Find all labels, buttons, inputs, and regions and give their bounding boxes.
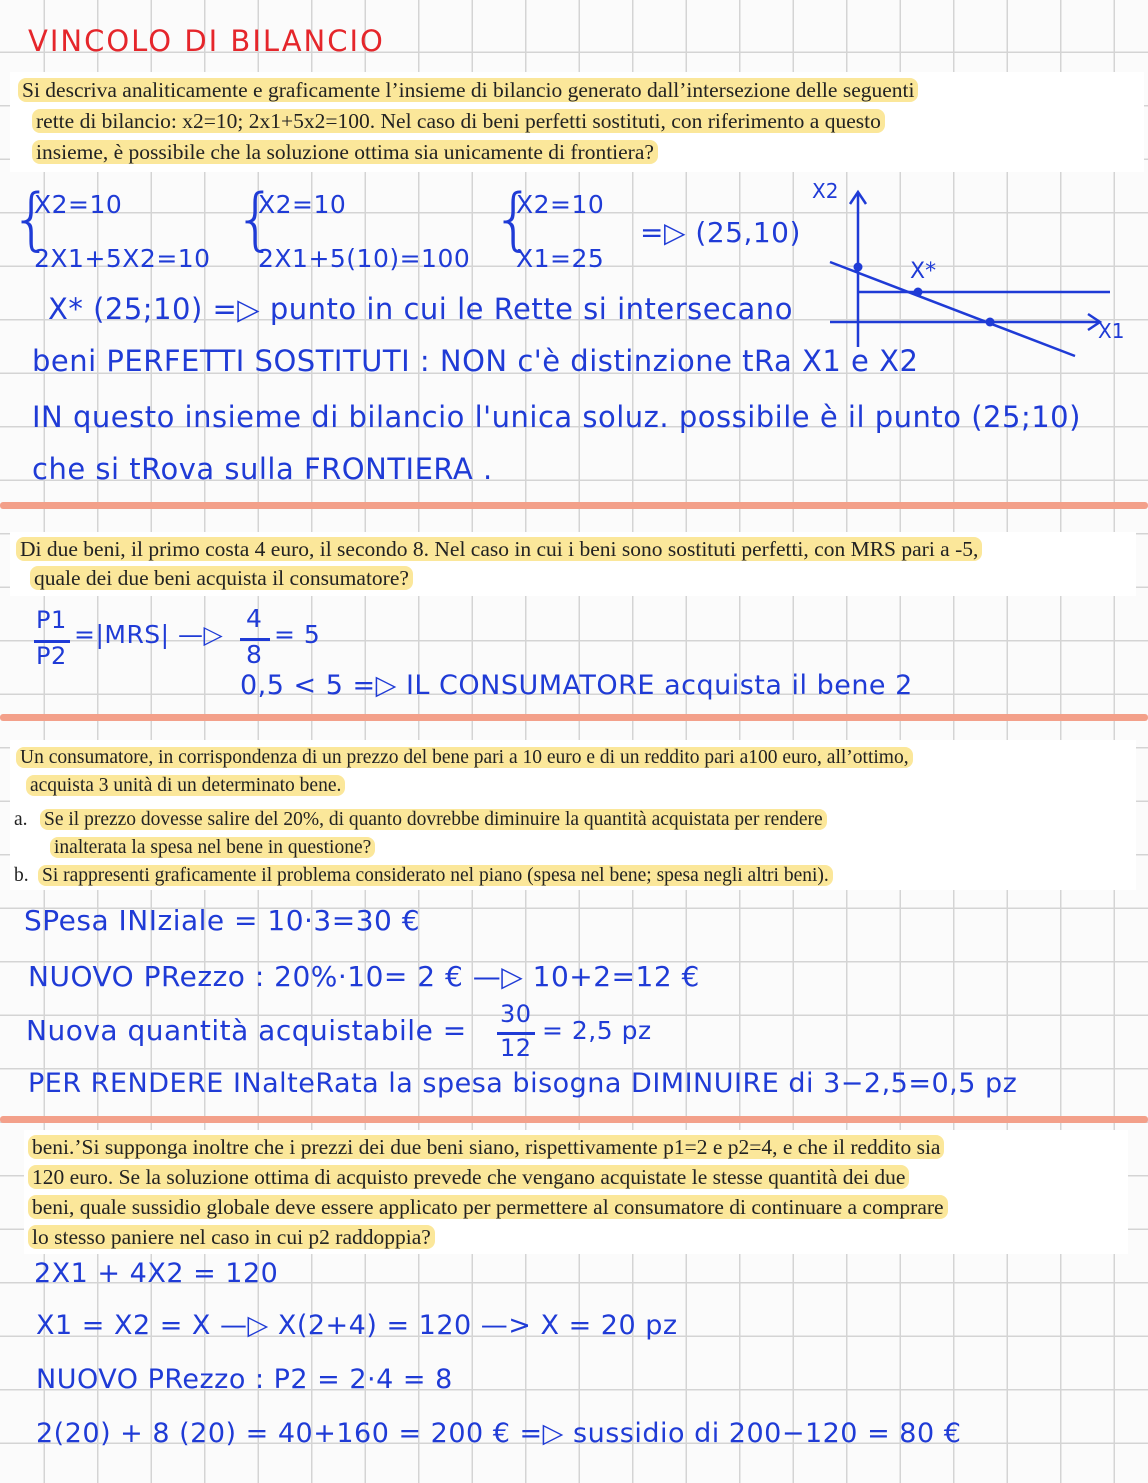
separator-2 [0,714,1148,721]
system-3-line-1: X2=10 [516,190,605,219]
unique-solution-line: IN questo insieme di bilancio l'unica soluz. possibile è il punto (25;10) [32,400,1081,434]
system-1-line-2: 2X1+5X2=10 [34,244,211,273]
system-brace-1: { [10,180,54,259]
y-intercept-point [854,263,863,272]
reduction-line: PER RENDERE INalteRata la spesa bisogna DIMINUIRE di 3−2,5=0,5 pz [28,1068,1018,1099]
mrs-equation: =|MRS| —▷ [74,620,224,649]
system-2-line-1: X2=10 [258,190,347,219]
question-3-line-2: acquista 3 unità di un determinato bene. [26,770,345,801]
question-4-line-4: lo stesso paniere nel caso in cui p2 raddoppia? [28,1222,435,1253]
question-3-a-label: a. [14,809,28,830]
budget-set-graph [812,172,1140,362]
budget-line-diagonal [830,262,1075,356]
fraction-p2: P2 [36,642,67,670]
question-2-line-1: Di due beni, il primo costa 4 euro, il secondo 8. Nel caso in cui i beni sono sostituti perfetti, con MRS pari a -5, [16,534,982,565]
equals-5: = 5 [274,620,321,649]
system-result: =▷ (25,10) [640,216,801,249]
new-quantity-result: = 2,5 pz [542,1016,652,1045]
system-brace-3: { [492,180,536,259]
question-3-line-1: Un consumatore, in corrispondenza di un prezzo del bene pari a 10 euro e di un reddito pari a100 euro, all’ottimo, [16,742,913,773]
system-brace-2: { [234,180,278,259]
fraction-12: 12 [500,1034,532,1062]
question-3-a-line-1: Se il prezzo dovesse salire del 20%, di quanto dovrebbe diminuire la quantità acquistata per rendere [40,804,827,835]
question-1-line-1: Si descriva analiticamente e graficamente l’insieme di bilancio generato dall’intersezione delle seguenti [18,75,918,106]
fraction-8: 8 [246,640,263,669]
equal-quantities: X1 = X2 = X —▷ X(2+4) = 120 —> X = 20 pz [36,1310,678,1341]
intersection-point-line: X* (25;10) =▷ punto in cui le Rette si intersecano [48,292,793,326]
fraction-30: 30 [500,1000,532,1028]
new-quantity-label: Nuova quantità acquistabile = [26,1014,467,1047]
page-title: VINCOLO DI BILANCIO [28,24,385,58]
system-3-line-2: X1=25 [516,244,605,273]
question-3-b-label: b. [14,865,29,886]
question-4-line-1: beni.’Si supponga inoltre che i prezzi dei due beni siano, rispettivamente p1=2 e p2=4, e che il reddito sia [28,1132,944,1163]
question-4-line-2: 120 euro. Se la soluzione ottima di acquisto prevede che vengano acquistate le stesse quantità dei due [28,1162,909,1193]
comparison-line: 0,5 < 5 =▷ IL CONSUMATORE acquista il bene 2 [240,670,913,701]
system-2-line-2: 2X1+5(10)=100 [258,244,471,273]
question-1 [10,72,1144,172]
budget-equation: 2X1 + 4X2 = 120 [34,1258,279,1289]
fraction-p1: P1 [36,606,67,634]
initial-spending: SPesa INIziale = 10·3=30 € [24,904,421,937]
perfect-substitutes-line: beni PERFETTI SOSTITUTI : NON c'è distinzione tRa X1 e X2 [32,344,919,378]
graph-point-label: X* [910,259,937,284]
question-2 [10,532,1136,596]
graph-y-label: X2 [812,179,839,203]
subsidy-line: 2(20) + 8 (20) = 40+160 = 200 € =▷ sussidio di 200−120 = 80 € [36,1418,962,1449]
graph-x-label: X1 [1098,319,1125,343]
question-3-b-line: Si rappresenti graficamente il problema considerato nel piano (spesa nel bene; spesa negli altri beni). [38,860,833,891]
new-price: NUOVO PRezzo : 20%·10= 2 € —▷ 10+2=12 € [28,960,700,993]
question-3 [10,740,1136,890]
question-1-line-2: rette di bilancio: x2=10; 2x1+5x2=100. Nel caso di beni perfetti sostituti, con riferimento a questo [32,106,885,137]
fraction-4: 4 [246,604,263,633]
question-4 [24,1130,1128,1254]
question-4-line-3: beni, quale sussidio globale deve essere applicato per permettere al consumatore di continuare a comprare [28,1192,948,1223]
system-1-line-1: X2=10 [34,190,123,219]
frontier-line: che si tRova sulla FRONTIERA . [32,452,493,486]
question-2-line-2: quale dei due beni acquista il consumatore? [30,563,413,594]
separator-3 [0,1116,1148,1123]
new-price-p2: NUOVO PRezzo : P2 = 2·4 = 8 [36,1364,453,1395]
question-3-a-line-2: inalterata la spesa nel bene in questione? [50,832,375,863]
question-1-line-3: insieme, è possibile che la soluzione ottima sia unicamente di frontiera? [32,137,658,168]
separator-1 [0,502,1148,509]
intersection-point [914,288,923,297]
x-intercept-point [986,318,995,327]
